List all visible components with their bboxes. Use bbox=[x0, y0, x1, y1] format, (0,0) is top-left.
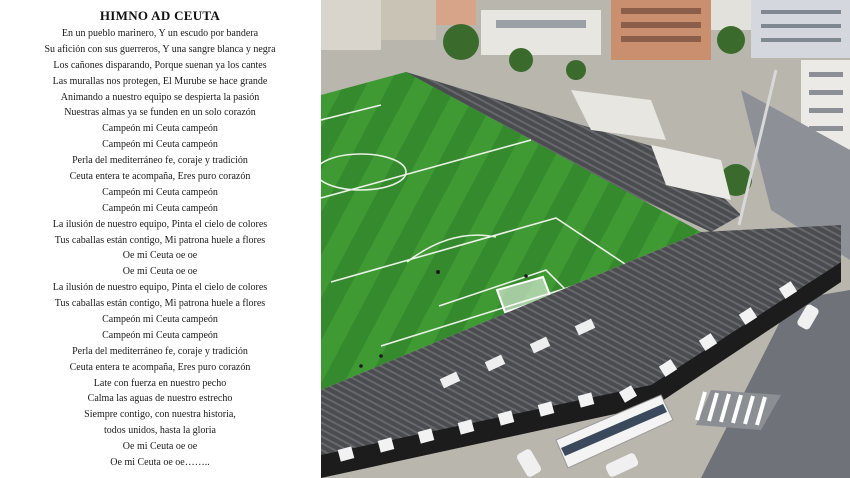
lyric-line: Siempre contigo, con nuestra historia, bbox=[84, 409, 236, 421]
lyric-line: Perla del mediterráneo fe, coraje y tradición bbox=[72, 155, 248, 167]
lyric-line: Late con fuerza en nuestro pecho bbox=[93, 377, 227, 389]
lyrics-verses bbox=[0, 26, 320, 471]
lyric-line: Ceuta entera te acompaña, Eres puro corazón bbox=[69, 361, 251, 373]
lyric-line: Ceuta entera te acompaña, Eres puro corazón bbox=[69, 171, 251, 183]
lyric-line: Perla del mediterráneo fe, coraje y tradición bbox=[72, 345, 248, 357]
lyric-line: todos unidos, hasta la gloria bbox=[104, 425, 216, 437]
lyric-line: Tus caballas están contigo, Mi patrona huele a flores bbox=[54, 234, 266, 246]
lyric-line: Tus caballas están contigo, Mi patrona huele a flores bbox=[54, 298, 266, 310]
lyric-line: Oe mi Ceuta oe oe…….. bbox=[110, 457, 210, 469]
lyric-line: Campeón mi Ceuta campeón bbox=[102, 329, 218, 341]
lyrics-panel bbox=[0, 0, 320, 478]
lyric-line: Los cañones disparando, Porque suenan ya los cantes bbox=[53, 59, 267, 71]
lyric-line: Nuestras almas ya se funden en un solo corazón bbox=[64, 107, 256, 119]
lyric-line: Su afición con sus guerreros, Y una sangre blanca y negra bbox=[44, 43, 276, 55]
lyric-line: Oe mi Ceuta oe oe bbox=[122, 266, 198, 278]
stadium-aerial-photo bbox=[321, 0, 850, 478]
lyric-line: Las murallas nos protegen, El Murube se hace grande bbox=[52, 75, 268, 87]
lyric-line: Calma las aguas de nuestro estrecho bbox=[87, 393, 233, 405]
lyric-line: Campeón mi Ceuta campeón bbox=[102, 202, 218, 214]
lyric-line: Campeón mi Ceuta campeón bbox=[102, 314, 218, 326]
lyric-line: La ilusión de nuestro equipo, Pinta el cielo de colores bbox=[52, 282, 268, 294]
lyric-line: Animando a nuestro equipo se despierta la pasión bbox=[60, 91, 260, 103]
lyric-line: Campeón mi Ceuta campeón bbox=[102, 139, 218, 151]
lyric-line: Oe mi Ceuta oe oe bbox=[122, 441, 198, 453]
lyric-line: Oe mi Ceuta oe oe bbox=[122, 250, 198, 262]
lyric-line: Campeón mi Ceuta campeón bbox=[102, 186, 218, 198]
anthem-title: HIMNO AD CEUTA bbox=[99, 8, 221, 23]
lyric-line: La ilusión de nuestro equipo, Pinta el cielo de colores bbox=[52, 218, 268, 230]
stadium-aerial-photo-icon bbox=[321, 0, 850, 478]
lyric-line: En un pueblo marinero, Y un escudo por bandera bbox=[61, 28, 259, 39]
lyric-line: Campeón mi Ceuta campeón bbox=[102, 123, 218, 135]
